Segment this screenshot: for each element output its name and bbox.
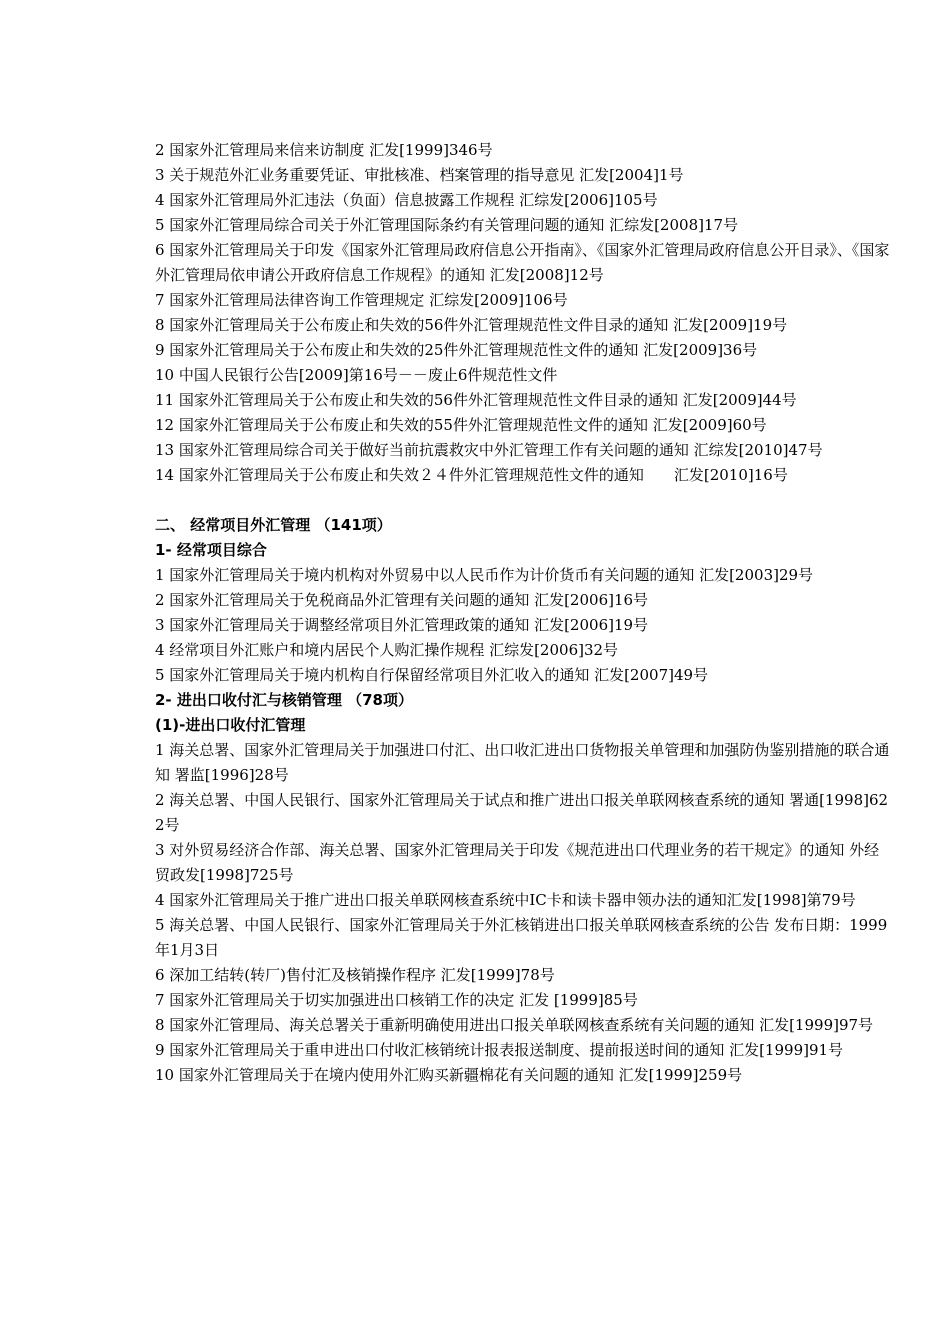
list-item: 13 国家外汇管理局综合司关于做好当前抗震救灾中外汇管理工作有关问题的通知 汇综发[2010]47号 — [155, 441, 823, 459]
list-item: 2 国家外汇管理局来信来访制度 汇发[1999]346号 — [155, 141, 493, 159]
section-heading: 二、 经常项目外汇管理 （141项） — [155, 516, 392, 534]
list-item: 7 国家外汇管理局关于切实加强进出口核销工作的决定 汇发 [1999]85号 — [155, 991, 638, 1009]
list-item: 8 国家外汇管理局关于公布废止和失效的56件外汇管理规范性文件目录的通知 汇发[2009]19号 — [155, 316, 788, 334]
list-item: 2 海关总署、中国人民银行、国家外汇管理局关于试点和推广进出口报关单联网核查系统的通知 署通[1998]622号 — [155, 791, 889, 834]
list-item: 1 国家外汇管理局关于境内机构对外贸易中以人民币作为计价货币有关问题的通知 汇发[2003]29号 — [155, 566, 814, 584]
list-item: 3 国家外汇管理局关于调整经常项目外汇管理政策的通知 汇发[2006]19号 — [155, 616, 649, 634]
list-item: 5 海关总署、中国人民银行、国家外汇管理局关于外汇核销进出口报关单联网核查系统的公告 发布日期：1999年1月3日 — [155, 916, 888, 959]
list-item: 3 关于规范外汇业务重要凭证、审批核准、档案管理的指导意见 汇发[2004]1号 — [155, 166, 684, 184]
list-item: 10 国家外汇管理局关于在境内使用外汇购买新疆棉花有关问题的通知 汇发[1999]259号 — [155, 1066, 743, 1084]
list-item: 2 国家外汇管理局关于免税商品外汇管理有关问题的通知 汇发[2006]16号 — [155, 591, 649, 609]
list-item: 4 国家外汇管理局外汇违法（负面）信息披露工作规程 汇综发[2006]105号 — [155, 191, 658, 209]
subsection-heading: 1- 经常项目综合 — [155, 541, 267, 559]
list-item: 1 海关总署、国家外汇管理局关于加强进口付汇、出口收汇进出口货物报关单管理和加强防伪鉴别措施的联合通知 署监[1996]28号 — [155, 741, 890, 784]
list-item: 5 国家外汇管理局关于境内机构自行保留经常项目外汇收入的通知 汇发[2007]49号 — [155, 666, 709, 684]
list-item: 4 国家外汇管理局关于推广进出口报关单联网核查系统中IC卡和读卡器申领办法的通知汇发[1998]第79号 — [155, 891, 856, 909]
list-item: 6 深加工结转(转厂)售付汇及核销操作程序 汇发[1999]78号 — [155, 966, 555, 984]
subsection-heading: 2- 进出口收付汇与核销管理 （78项） — [155, 691, 413, 709]
list-item: 11 国家外汇管理局关于公布废止和失效的56件外汇管理规范性文件目录的通知 汇发[2009]44号 — [155, 391, 797, 409]
list-item: 9 国家外汇管理局关于重申进出口付收汇核销统计报表报送制度、提前报送时间的通知 汇发[1999]91号 — [155, 1041, 844, 1059]
document-body — [155, 138, 890, 1088]
subsubsection-heading: (1)-进出口收付汇管理 — [155, 716, 306, 734]
list-item: 4 经常项目外汇账户和境内居民个人购汇操作规程 汇综发[2006]32号 — [155, 641, 619, 659]
list-item: 5 国家外汇管理局综合司关于外汇管理国际条约有关管理问题的通知 汇综发[2008]17号 — [155, 216, 739, 234]
list-item: 3 对外贸易经济合作部、海关总署、国家外汇管理局关于印发《规范进出口代理业务的若干规定》的通知 外经贸政发[1998]725号 — [155, 841, 880, 884]
list-item: 12 国家外汇管理局关于公布废止和失效的55件外汇管理规范性文件的通知 汇发[2009]60号 — [155, 416, 767, 434]
list-item: 8 国家外汇管理局、海关总署关于重新明确使用进出口报关单联网核查系统有关问题的通知 汇发[1999]97号 — [155, 1016, 874, 1034]
section-spacer — [155, 488, 890, 513]
list-item: 7 国家外汇管理局法律咨询工作管理规定 汇综发[2009]106号 — [155, 291, 568, 309]
list-item: 6 国家外汇管理局关于印发《国家外汇管理局政府信息公开指南》、《国家外汇管理局政府信息公开目录》、《国家外汇管理局依申请公开政府信息工作规程》的通知 汇发[2008]12号 — [155, 241, 890, 284]
list-item: 9 国家外汇管理局关于公布废止和失效的25件外汇管理规范性文件的通知 汇发[2009]36号 — [155, 341, 758, 359]
list-item: 10 中国人民银行公告[2009]第16号－－废止6件规范性文件 — [155, 366, 558, 384]
list-item: 14 国家外汇管理局关于公布废止和失效２４件外汇管理规范性文件的通知 汇发[2010]16号 — [155, 466, 788, 484]
